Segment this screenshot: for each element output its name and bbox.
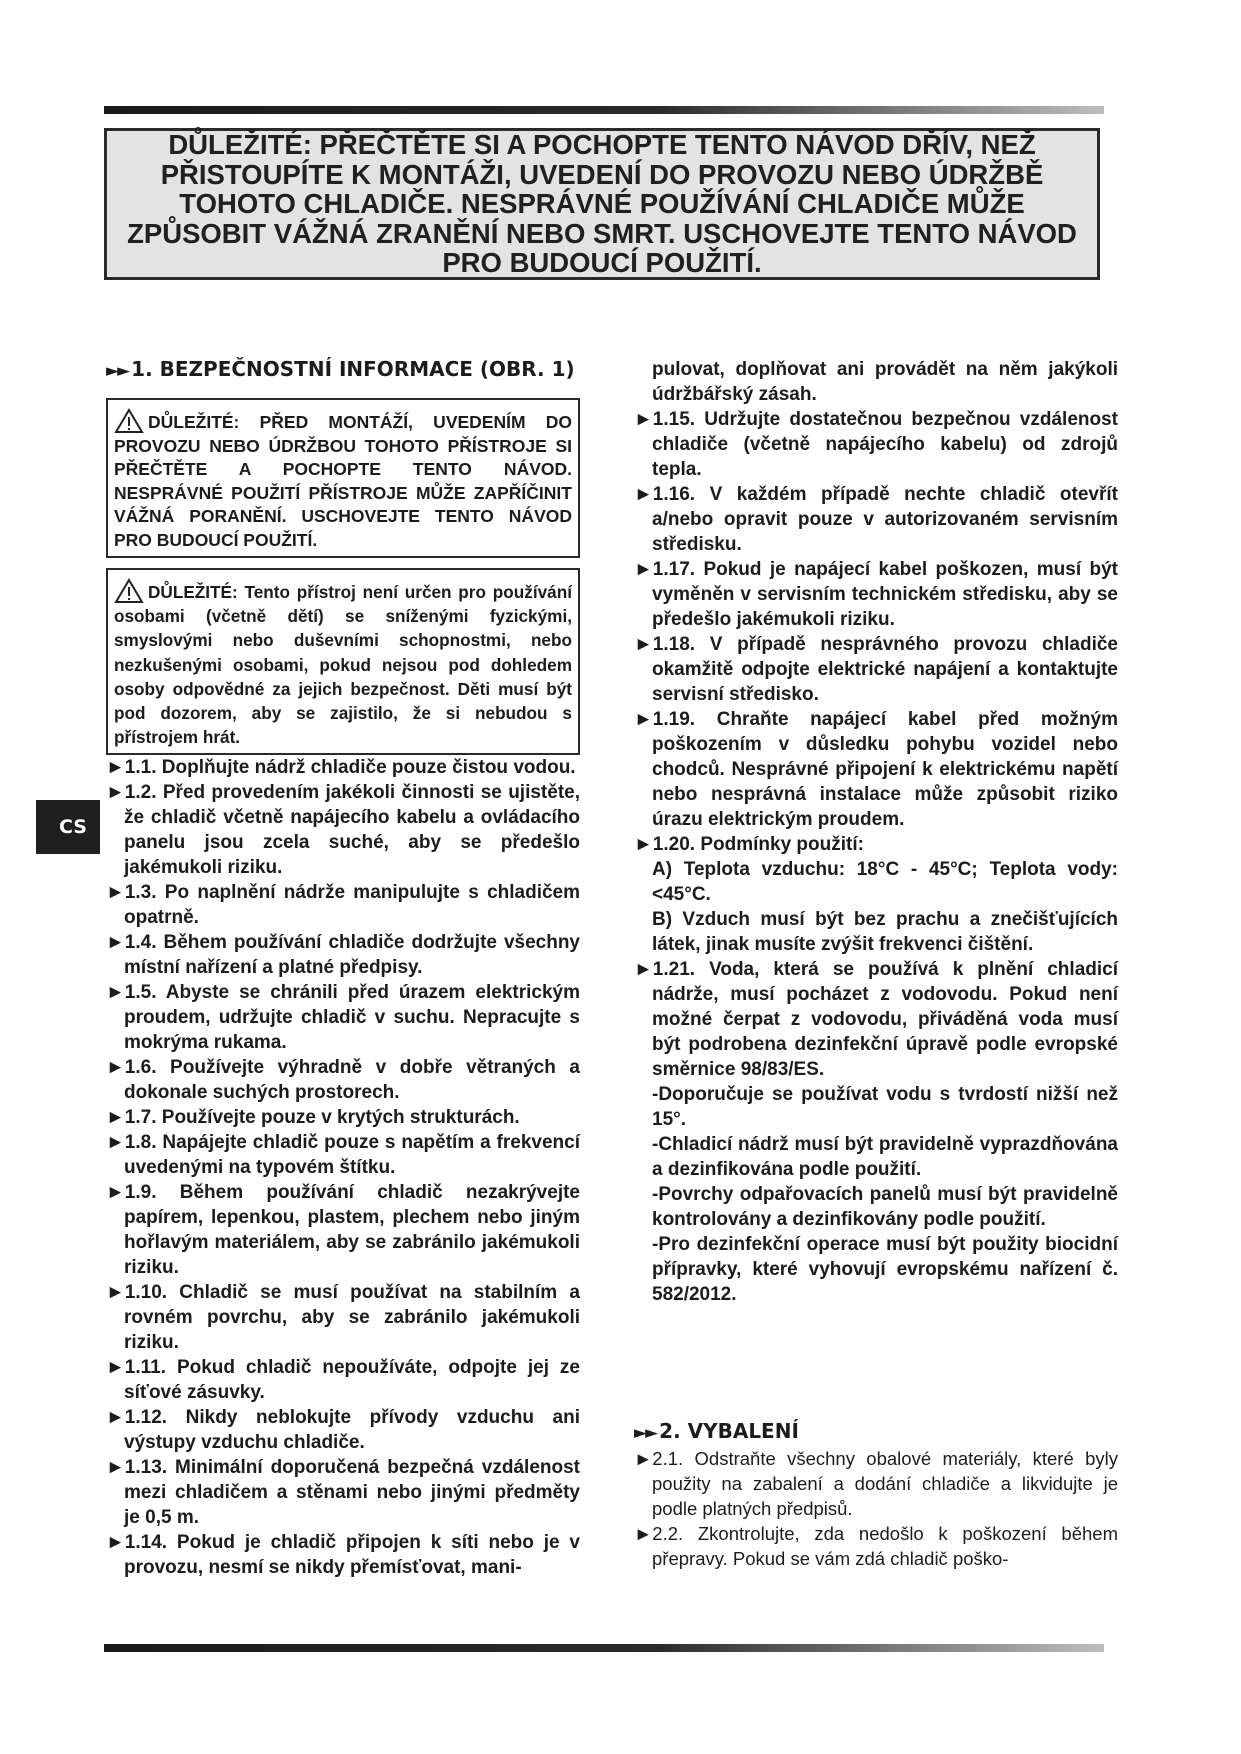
sub-item: A) Teplota vzduchu: 18°C - 45°C; Teplota vody: <45°C. <box>652 859 1118 905</box>
list-item: ►1.18. V případě nesprávného provozu chladiče okamžitě odpojte elektrické napájení a kontaktujte servisní středisko. <box>634 634 1118 705</box>
list-item: ►1.16. V každém případě nechte chladič otevřít a/nebo opravit pouze v autorizovaném servisním středisku. <box>634 484 1118 555</box>
warning-line: TOHOTO CHLADIČE. NESPRÁVNÉ POUŽÍVÁNÍ CHLADIČE MŮŽE <box>179 188 1025 220</box>
notice-1-text: DŮLEŽITÉ: PŘED MONTÁŽÍ, UVEDENÍM DO PROVOZU NEBO ÚDRŽBOU TOHOTO PŘÍSTROJE SI PŘEČTĚTE A POCHOPTE TENTO NÁVOD. NESPRÁVNÉ POUŽITÍ PŘÍSTROJE MŮŽE ZAPŘÍČINIT VÁŽNÁ PORANĚNÍ. USCHOVEJTE TENTO NÁVOD PRO BUDOUCÍ POUŽITÍ. <box>114 412 572 550</box>
note-item: -Doporučuje se používat vodu s tvrdostí nižší než 15°. <box>652 1084 1118 1130</box>
list-item: ►2.2. Zkontrolujte, zda nedošlo k poškození během přepravy. Pokud se vám zdá chladič poško- <box>634 1523 1118 1569</box>
list-item: ►1.2. Před provedením jakékoli činnosti se ujistěte, že chladič včetně napájecího kabelu a ovládacího panelu jsou zcela suché, aby se předešlo jakémukoli riziku. <box>106 782 580 879</box>
notice-box-2 <box>106 568 580 755</box>
section-1-heading <box>106 357 580 384</box>
list-item: ►2.1. Odstraňte všechny obalové materiály, které byly použity na zabalení a dodání chladiče a likvidujte je podle platných předpisů. <box>634 1448 1118 1519</box>
list-item: ►1.8. Napájejte chladič pouze s napětím a frekvencí uvedenými na typovém štítku. <box>106 1132 580 1179</box>
list-item: ►1.3. Po naplnění nádrže manipulujte s chladičem opatrně. <box>106 882 580 929</box>
list-item: ►1.7. Používejte pouze v krytých strukturách. <box>106 1107 520 1129</box>
warning-line: ZPŮSOBIT VÁŽNÁ ZRANĚNÍ NEBO SMRT. USCHOVEJTE TENTO NÁVOD <box>127 217 1077 249</box>
sub-item: B) Vzduch musí být bez prachu a znečišťujících látek, jinak musíte zvýšit frekvenci čištění. <box>652 909 1118 955</box>
left-column <box>106 357 580 1580</box>
right-column <box>634 357 1118 1571</box>
note-item: -Povrchy odpařovacích panelů musí být pravidelně kontrolovány a dezinfikovány podle použití. <box>652 1184 1118 1230</box>
list-item: ►1.14. Pokud je chladič připojen k síti nebo je v provozu, nesmí se nikdy přemísťovat, mani- <box>106 1532 580 1579</box>
warning-line: PŘISTOUPÍTE K MONTÁŽI, UVEDENÍ DO PROVOZU NEBO ÚDRŽBĚ <box>160 158 1044 190</box>
section-2-heading <box>634 1419 1118 1446</box>
list-item: ►1.21. Voda, která se používá k plnění chladicí nádrže, musí pocházet z vodovodu. Pokud není možné čerpat z vodovodu, přiváděná voda musí být podrobena dezinfekční úpravě podle evropské směrnice 98/83/ES. <box>634 959 1118 1080</box>
list-item: ►1.10. Chladič se musí používat na stabilním a rovném povrchu, aby se zabránilo jakémukoli riziku. <box>106 1282 580 1354</box>
list-item: ►1.13. Minimální doporučená bezpečná vzdálenost mezi chladičem a stěnami nebo jinými předměty je 0,5 m. <box>106 1457 580 1529</box>
section-marker-icon: ►► <box>106 361 129 381</box>
note-item: -Pro dezinfekční operace musí být použity biocidní přípravky, které vyhovují evropskému nařízení č. 582/2012. <box>652 1234 1118 1305</box>
list-item: ►1.4. Během používání chladiče dodržujte všechny místní nařízení a platné předpisy. <box>106 932 580 979</box>
section-2-title: 2. VYBALENÍ <box>659 1419 799 1443</box>
list-item: ►1.5. Abyste se chránili před úrazem elektrickým proudem, udržujte chladič v suchu. Nepracujte s mokrýma rukama. <box>106 982 580 1054</box>
list-item: ►1.15. Udržujte dostatečnou bezpečnou vzdálenost chladiče (včetně napájecího kabelu) od zdrojů tepla. <box>634 409 1118 480</box>
note-item: -Chladicí nádrž musí být pravidelně vyprazdňována a dezinfikována podle použití. <box>652 1134 1118 1180</box>
top-rule <box>104 106 1104 114</box>
warning-triangle-icon <box>114 578 144 604</box>
section-marker-icon: ►► <box>634 1423 657 1443</box>
warning-line: DŮLEŽITÉ: PŘEČTĚTE SI A POCHOPTE TENTO NÁVOD DŘÍV, NEŽ <box>168 129 1036 161</box>
section-1-title: 1. BEZPEČNOSTNÍ INFORMACE (OBR. 1) <box>131 357 575 381</box>
list-item: ►1.6. Používejte výhradně v dobře větraných a dokonale suchých prostorech. <box>106 1057 580 1104</box>
list-item: ►1.19. Chraňte napájecí kabel před možným poškozením v důsledku pohybu vozidel nebo chodců. Nesprávné připojení k elektrickému napětí nebo nesprávná instalace může způsobit riziko úrazu elektrickým proudem. <box>634 709 1118 830</box>
header-warning-box <box>104 128 1100 280</box>
bottom-rule <box>104 1644 1104 1652</box>
list-item: ►1.9. Během používání chladič nezakrývejte papírem, lepenkou, plastem, plechem nebo jiným hořlavým materiálem, aby se zabránilo jakémukoli riziku. <box>106 1182 580 1279</box>
section-2 <box>634 1419 1118 1571</box>
warning-triangle-icon <box>114 408 144 434</box>
list-item-continuation: pulovat, doplňovat ani provádět na něm jakýkoli údržbářský zásah. <box>652 359 1118 405</box>
list-item: ►1.17. Pokud je napájecí kabel poškozen, musí být vyměněn v servisním technickém středisku, aby se předešlo jakémukoli riziku. <box>634 559 1118 630</box>
notice-box-1 <box>106 398 580 558</box>
notice-2-text: DŮLEŽITÉ: Tento přístroj není určen pro používání osobami (včetně dětí) se sníženými fyzickými, smyslovými nebo duševními schopnostmi, nebo nezkušenými osobami, pokud nejsou pod dohledem osoby odpovědné za jejich bezpečnost. Děti musí být pod dozorem, aby se zajistilo, že si nebudou s přístrojem hrát. <box>114 582 572 748</box>
list-item: ►1.11. Pokud chladič nepoužíváte, odpojte jej ze síťové zásuvky. <box>106 1357 580 1404</box>
list-item: ►1.12. Nikdy neblokujte přívody vzduchu ani výstupy vzduchu chladiče. <box>106 1407 580 1454</box>
list-item: ►1.20. Podmínky použití: <box>634 834 864 855</box>
list-item: ►1.1. Doplňujte nádrž chladiče pouze čistou vodou. <box>106 757 576 779</box>
language-tab: CS <box>36 800 100 854</box>
warning-line: PRO BUDOUCÍ POUŽITÍ. <box>442 247 762 279</box>
